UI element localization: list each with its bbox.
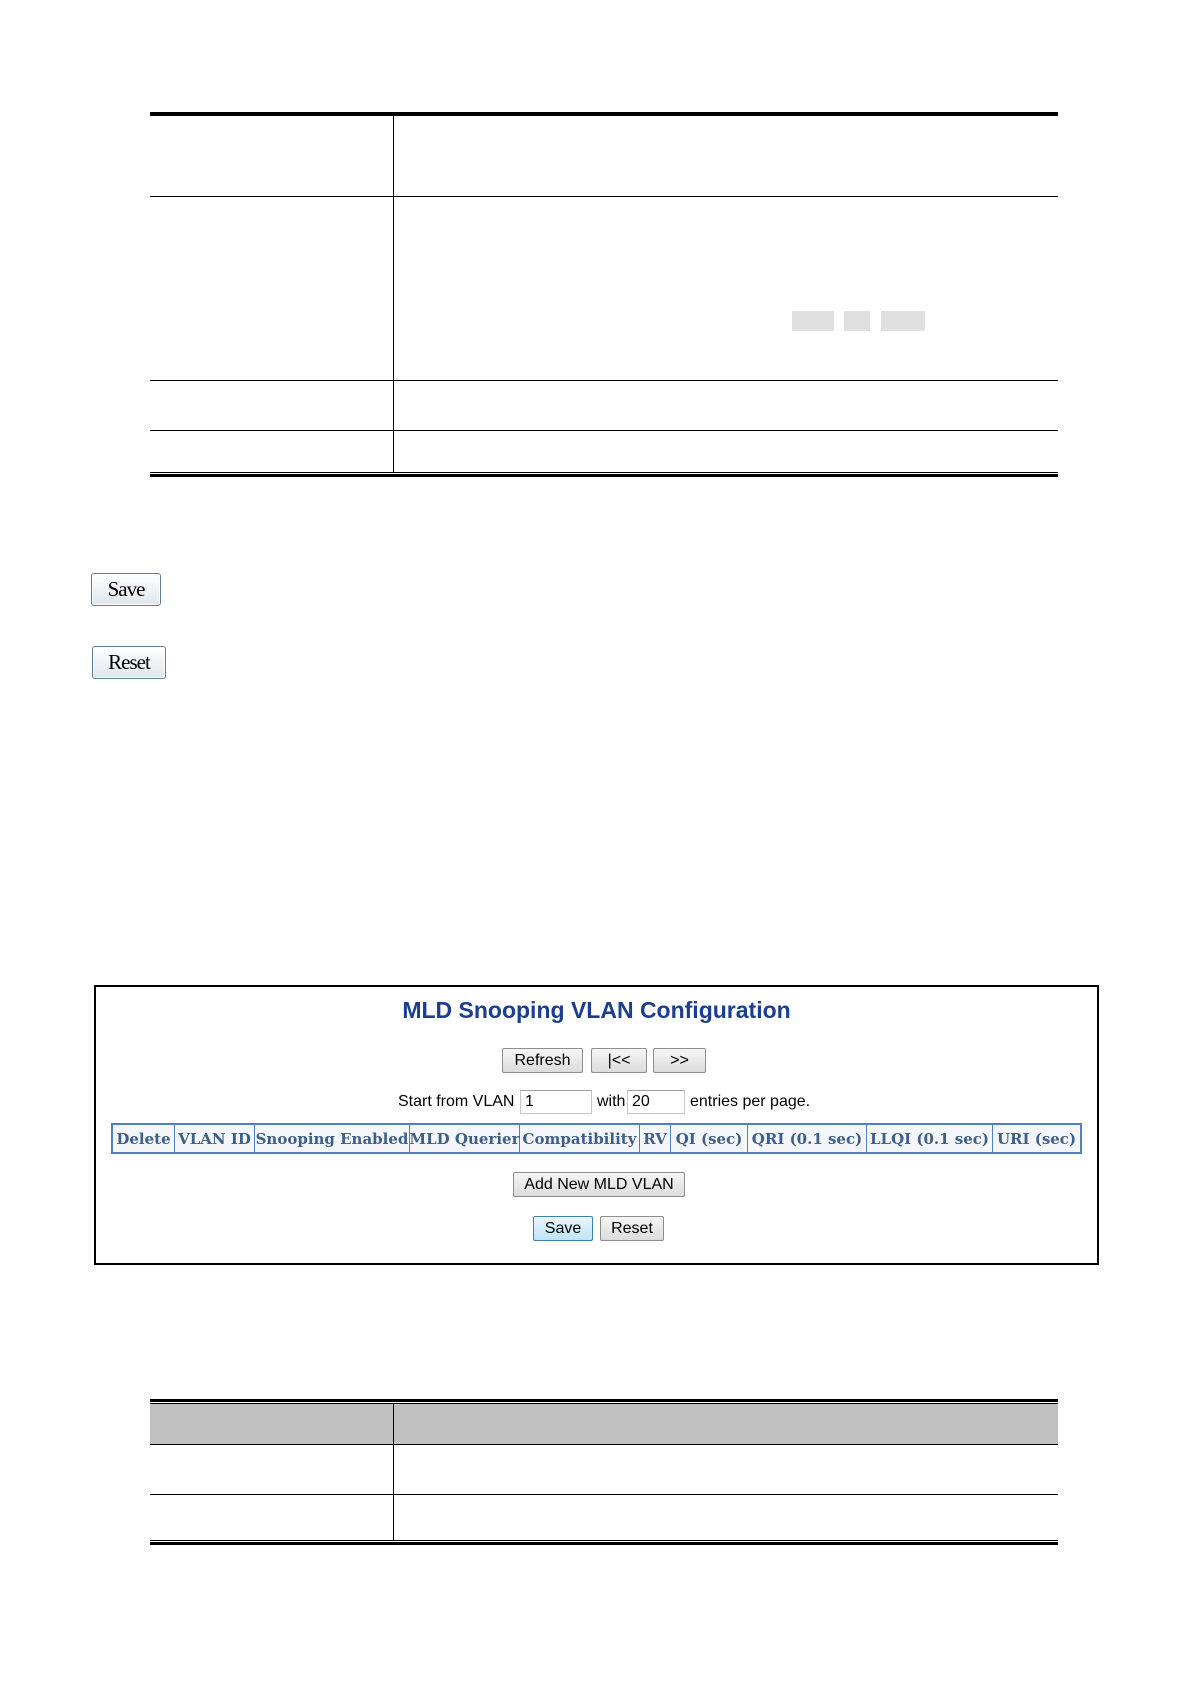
redacted-block — [844, 311, 870, 331]
panel-save-button[interactable]: Save — [533, 1216, 593, 1241]
description-table-top — [150, 112, 1058, 477]
reset-button[interactable]: Reset — [92, 646, 166, 679]
start-from-vlan-label: Start from VLAN — [398, 1093, 515, 1110]
column-header-rv: RV — [640, 1125, 671, 1152]
column-header-uri: URI (sec) — [993, 1125, 1080, 1152]
column-header-snooping-enabled: Snooping Enabled — [255, 1125, 410, 1152]
with-label: with — [597, 1093, 626, 1110]
next-page-button[interactable]: >> — [653, 1048, 706, 1073]
column-divider — [393, 1404, 394, 1541]
table-bottom-rule — [150, 472, 1058, 477]
row-divider — [150, 1494, 1058, 1495]
panel-reset-button[interactable]: Reset — [600, 1216, 664, 1241]
entries-per-page-input[interactable]: 20 — [627, 1090, 685, 1114]
refresh-button[interactable]: Refresh — [502, 1048, 583, 1073]
redacted-block — [792, 311, 834, 331]
vlan-table-header — [111, 1123, 1082, 1154]
column-header-qi: QI (sec) — [671, 1125, 748, 1152]
table-bottom-rule — [150, 1540, 1058, 1545]
row-divider — [150, 196, 1058, 197]
table-top-rule — [150, 112, 1058, 116]
entries-per-page-label: entries per page. — [690, 1093, 811, 1110]
column-header-compatibility: Compatibility — [520, 1125, 640, 1152]
row-divider — [150, 380, 1058, 381]
redacted-block — [881, 311, 925, 331]
start-vlan-input[interactable]: 1 — [520, 1090, 592, 1114]
add-new-mld-vlan-button[interactable]: Add New MLD VLAN — [513, 1172, 685, 1197]
description-table-bottom — [150, 1399, 1058, 1545]
column-header-delete: Delete — [113, 1125, 175, 1152]
row-divider — [150, 430, 1058, 431]
column-header-llqi: LLQI (0.1 sec) — [867, 1125, 993, 1152]
column-header-qri: QRI (0.1 sec) — [748, 1125, 867, 1152]
mld-vlan-config-panel — [94, 985, 1099, 1265]
table-header-row — [150, 1404, 1058, 1445]
column-header-mld-querier: MLD Querier — [410, 1125, 520, 1152]
save-button[interactable]: Save — [91, 573, 161, 606]
column-divider — [393, 116, 394, 473]
column-header-vlan-id: VLAN ID — [175, 1125, 255, 1152]
page-title: MLD Snooping VLAN Configuration — [402, 997, 791, 1023]
first-page-button[interactable]: |<< — [591, 1048, 647, 1073]
